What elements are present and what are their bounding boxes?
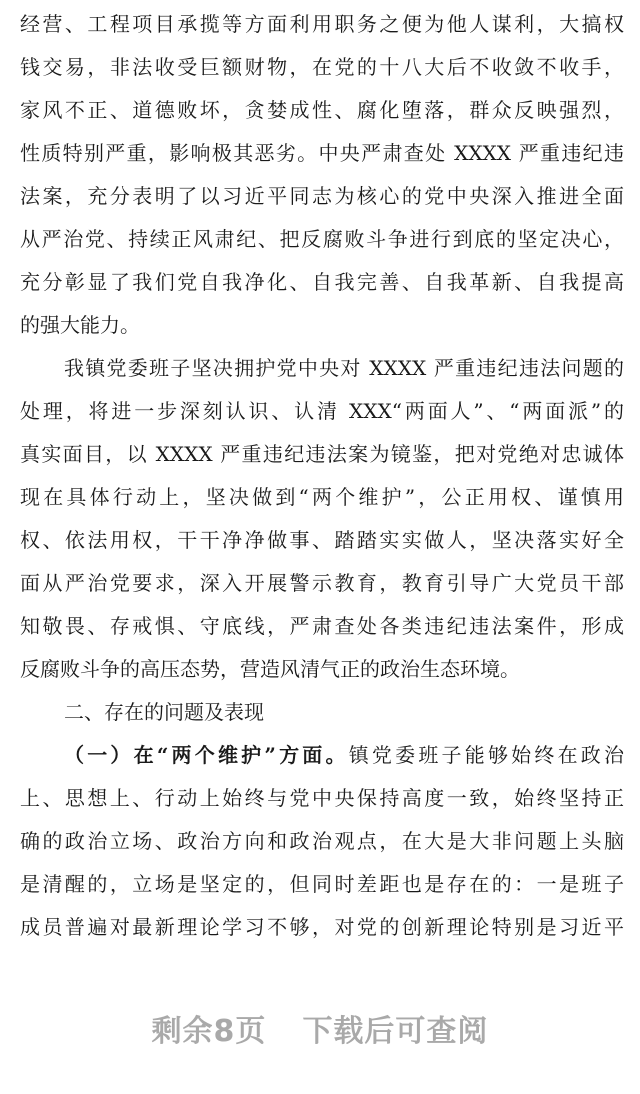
remaining-pages-text: 剩余8页	[151, 1014, 267, 1049]
text-line: 处理，将进一步深刻认识、认清 XXX“两面人”、“两面派”的	[20, 399, 624, 423]
text-line: 权、依法用权，干干净净做事、踏踏实实做人，坚决落实好全	[20, 528, 624, 552]
text-line: 充分彰显了我们党自我净化、自我完善、自我革新、自我提高	[20, 270, 624, 294]
download-prompt-banner[interactable]	[0, 1008, 640, 1056]
text-line: 家风不正、道德败坏，贪婪成性、腐化堕落，群众反映强烈，	[20, 98, 624, 122]
text-line: 确的政治立场、政治方向和政治观点，在大是大非问题上头脑	[20, 829, 624, 853]
paragraph-first-line: 我镇党委班子坚决拥护党中央对 XXXX 严重违纪违法问题的	[64, 356, 624, 380]
text-line: 上、思想上、行动上始终与党中央保持高度一致，始终坚持正	[20, 786, 624, 810]
subsection-text: 镇党委班子能够始终在政治	[348, 743, 625, 767]
text-line: 从严治党、持续正风肃纪、把反腐败斗争进行到底的坚定决心，	[20, 227, 624, 251]
text-line: 经营、工程项目承揽等方面利用职务之便为他人谋利，大搞权	[20, 12, 624, 36]
subsection-first-line	[64, 735, 624, 775]
text-line: 知敬畏、存戒惧、守底线，严肃查处各类违纪违法案件，形成	[20, 614, 624, 638]
text-line: 面从严治党要求，深入开展警示教育，教育引导广大党员干部	[20, 571, 624, 595]
text-line: 现在具体行动上，坚决做到“两个维护”，公正用权、谨慎用	[20, 485, 624, 509]
subsection-heading: （一）在“两个维护”方面。	[64, 743, 349, 767]
text-line: 成员普遍对最新理论学习不够，对党的创新理论特别是习近平	[20, 915, 624, 939]
text-line: 是清醒的，立场是坚定的，但同时差距也是存在的：一是班子	[20, 872, 624, 896]
text-line: 性质特别严重，影响极其恶劣。中央严肃查处 XXXX 严重违纪违	[20, 141, 624, 165]
text-line: 法案，充分表明了以习近平同志为核心的党中央深入推进全面	[20, 184, 624, 208]
download-to-view-text: 下载后可查阅	[302, 1014, 489, 1049]
text-line: 钱交易，非法收受巨额财物，在党的十八大后不收敛不收手，	[20, 55, 624, 79]
section-heading: 二、存在的问题及表现	[64, 700, 264, 724]
text-line: 真实面目，以 XXXX 严重违纪违法案为镜鉴，把对党绝对忠诚体	[20, 442, 624, 466]
text-line: 反腐败斗争的高压态势，营造风清气正的政治生态环境。	[20, 657, 520, 681]
text-line: 的强大能力。	[20, 313, 140, 337]
